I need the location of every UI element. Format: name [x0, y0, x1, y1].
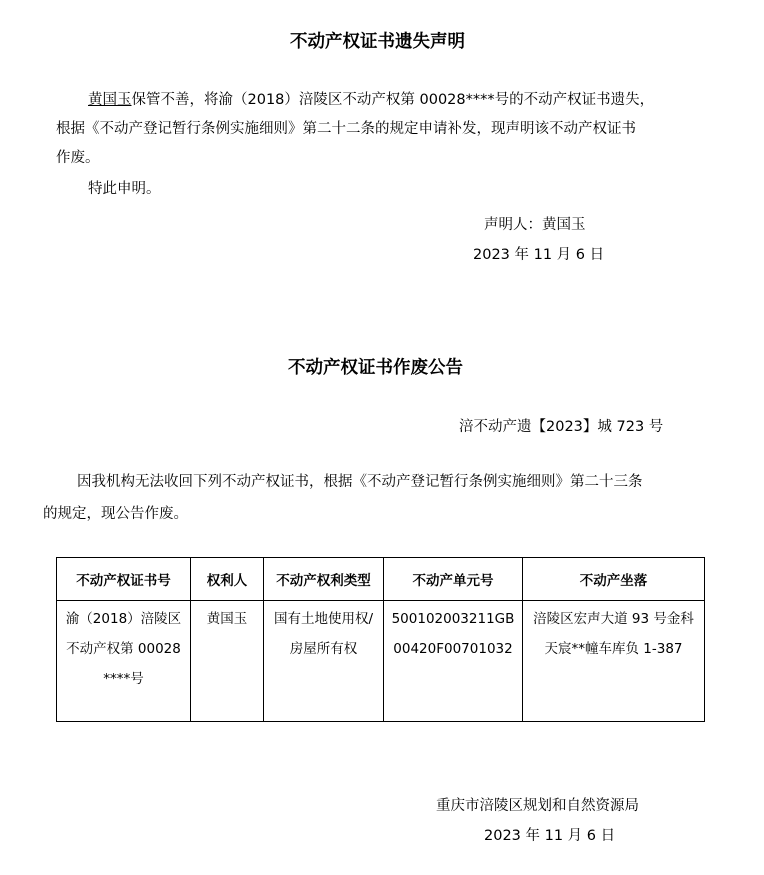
cell-right-holder: 黄国玉 [191, 601, 264, 722]
table-row [57, 601, 705, 722]
notice-date: 2023 年 11 月 6 日 [484, 828, 616, 844]
header-right-type: 不动产权利类型 [264, 558, 384, 601]
header-unit-no: 不动产单元号 [384, 558, 523, 601]
statement-line-3: 作废。 [56, 150, 100, 166]
statement-line-1-rest: 保管不善，将渝（2018）涪陵区不动产权第 00028****号的不动产权证书遗失， [131, 92, 655, 108]
header-right-holder: 权利人 [191, 558, 264, 601]
statement-declarant: 声明人：黄国玉 [484, 217, 586, 233]
certificate-table [56, 557, 705, 722]
statement-date: 2023 年 11 月 6 日 [473, 247, 605, 263]
header-location: 不动产坐落 [523, 558, 705, 601]
notice-body-line-2: 的规定，现公告作废。 [43, 506, 188, 522]
statement-title: 不动产权证书遗失声明 [290, 32, 465, 52]
table-header-row [57, 558, 705, 601]
statement-line-2: 根据《不动产登记暂行条例实施细则》第二十二条的规定申请补发，现声明该不动产权证书 [56, 121, 636, 137]
statement-line-1 [88, 86, 654, 116]
notice-title: 不动产权证书作废公告 [288, 358, 463, 378]
statement-line-4: 特此申明。 [88, 181, 161, 197]
notice-body-line-1: 因我机构无法收回下列不动产权证书，根据《不动产登记暂行条例实施细则》第二十三条 [77, 474, 643, 490]
statement-person: 黄国玉 [88, 92, 132, 108]
notice-doc-number: 涪不动产遗【2023】城 723 号 [459, 419, 664, 435]
header-certificate-no: 不动产权证书号 [57, 558, 191, 601]
cell-right-type: 国有土地使用权/房屋所有权 [264, 601, 384, 722]
cell-certificate-no: 渝（2018）涪陵区不动产权第 00028****号 [57, 601, 191, 722]
cell-unit-no: 500102003211GB00420F00701032 [384, 601, 523, 722]
cell-location: 涪陵区宏声大道 93 号金科天宸**幢车库负 1-387 [523, 601, 705, 722]
notice-issuer: 重庆市涪陵区规划和自然资源局 [436, 798, 639, 814]
